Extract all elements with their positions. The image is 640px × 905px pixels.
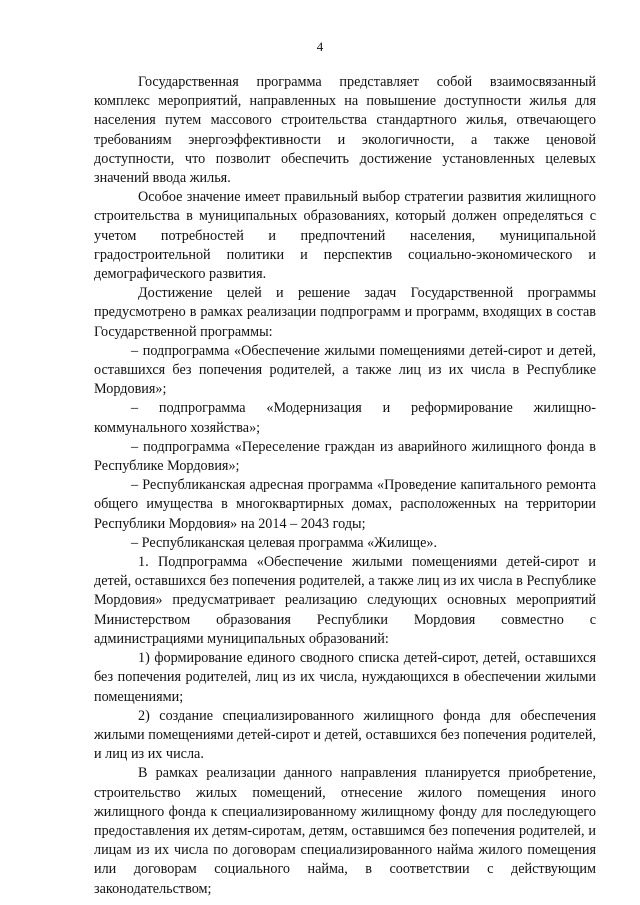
paragraph-program-description: Государственная программа представляет собой взаимосвязанный комплекс мероприятий, направленных на повышение доступности жилья для населения путем массового строительства стандартного жилья, отвечающего требованиям энергоэффективности и экологичности, а также ценовой доступности, что позволит обеспечить достижение установленных целевых значений ввода жилья. bbox=[94, 74, 596, 187]
paragraph-measure-1: 1) формирование единого сводного списка детей-сирот, детей, оставшихся без попечения родителей, лиц из их числа, нуждающихся в обеспечении жилыми помещениями; bbox=[94, 650, 596, 705]
list-item-resettlement-subprogram: – подпрограмма «Переселение граждан из аварийного жилищного фонда в Республике Мордовия»; bbox=[94, 438, 596, 475]
list-item-housing-program: – Республиканская целевая программа «Жилище». bbox=[131, 534, 438, 551]
paragraph-goals: Достижение целей и решение задач Государственной программы предусмотрено в рамках реализации подпрограмм и программ, входящих в состав Государственной программы: bbox=[94, 285, 596, 340]
paragraph-subprogram-1: 1. Подпрограмма «Обеспечение жилыми помещениями детей-сирот и детей, оставшихся без попечения родителей, а также лиц из их числа в Республике Мордовия» предусматривает реализацию следующих основных мероприятий Министерством образования Республики Мордовия совместно с администрациями муниципальных образований: bbox=[94, 554, 596, 647]
list-item-capital-repair-program: – Республиканская адресная программа «Проведение капитального ремонта общего имущества в многоквартирных домах, расположенных на территории Республики Мордовия» на 2014 – 2043 годы; bbox=[94, 477, 596, 532]
page-number: 4 bbox=[316, 39, 324, 54]
paragraph-strategy: Особое значение имеет правильный выбор стратегии развития жилищного строительства в муниципальных образованиях, который должен определяться с учетом потребностей и предпочтений населения, муниципальной градостроительной политики и перспектив социально-экономического и демографического развития. bbox=[94, 189, 596, 283]
document-body bbox=[94, 73, 596, 899]
list-item-orphans-subprogram: – подпрограмма «Обеспечение жилыми помещениями детей-сирот и детей, оставшихся без попечения родителей, а также лиц из их числа в Республике Мордовия»; bbox=[94, 342, 596, 398]
list-item-modernization-subprogram: – подпрограмма «Модернизация и реформирование жилищно-коммунального хозяйства»; bbox=[94, 400, 596, 436]
paragraph-implementation: В рамках реализации данного направления планируется приобретение, строительство жилых помещений, отнесение жилого помещения иного жилищного фонда к специализированному жилищному фонду для последующего предоставления их детям-сиротам, детям, оставшимся без попечения родителей, и лицам из их числа по договорам специализированного найма жилого помещения или договорам социального найма, в соответствии с действующим законодательством; bbox=[94, 765, 596, 897]
paragraph-measure-2: 2) создание специализированного жилищного фонда для обеспечения жилыми помещениями детей-сирот и детей, оставшихся без попечения родителей, и лиц из их числа. bbox=[94, 707, 596, 763]
